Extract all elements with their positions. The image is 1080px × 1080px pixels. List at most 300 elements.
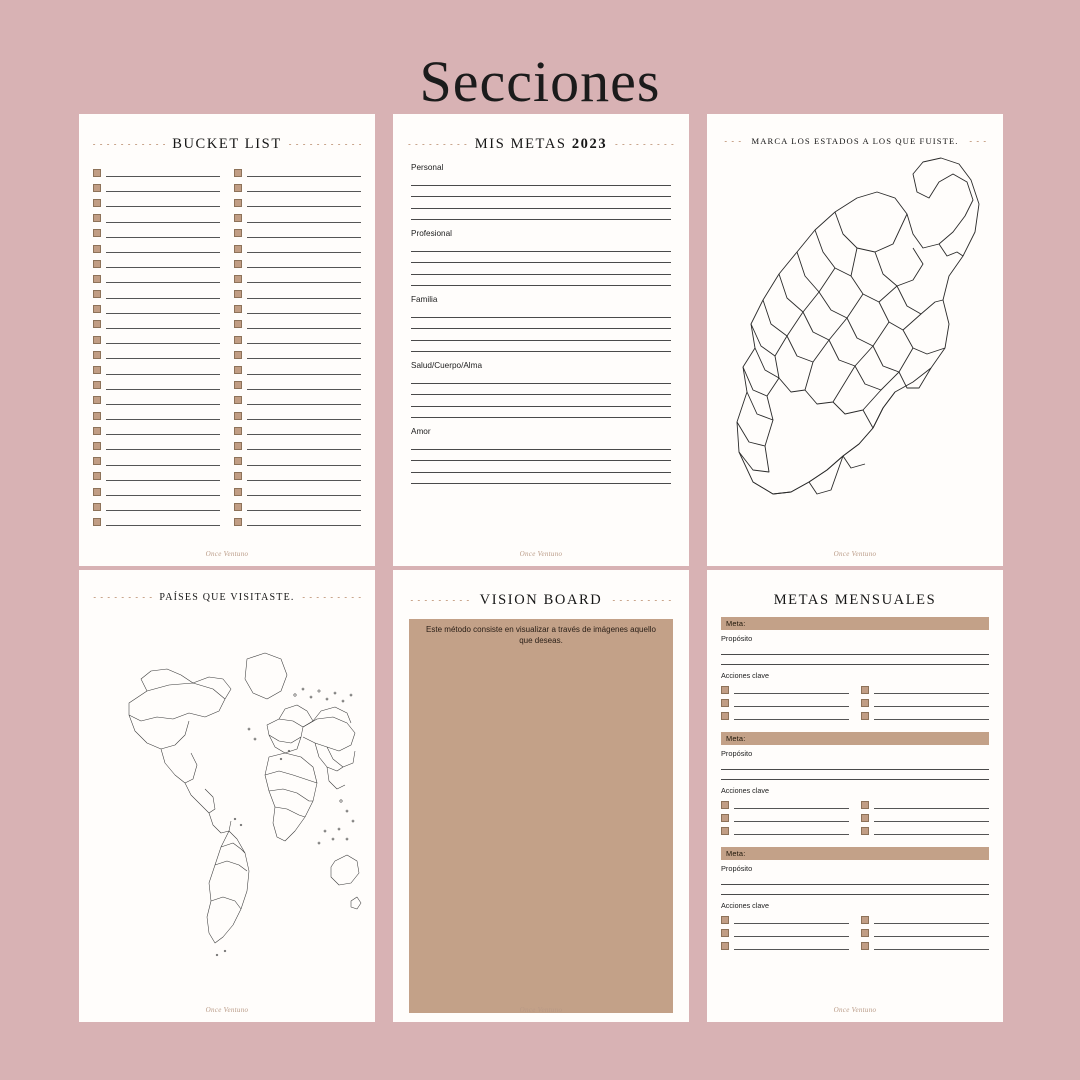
checkbox-icon[interactable] xyxy=(93,427,101,435)
bucket-list-item[interactable] xyxy=(93,195,220,210)
write-line[interactable] xyxy=(874,813,989,822)
bucket-list-item[interactable] xyxy=(234,180,361,195)
write-line[interactable] xyxy=(734,915,849,924)
write-line[interactable] xyxy=(411,438,671,450)
checkbox-icon[interactable] xyxy=(93,457,101,465)
bucket-list-item[interactable] xyxy=(234,241,361,256)
write-line[interactable] xyxy=(247,214,361,223)
dotted-rule-left xyxy=(407,144,468,145)
checkbox-icon[interactable] xyxy=(721,814,729,822)
brand-footer: Once Ventuno xyxy=(205,550,249,558)
write-line[interactable] xyxy=(247,381,361,390)
checkbox-icon[interactable] xyxy=(93,199,101,207)
sections-grid xyxy=(79,114,1003,1022)
vision-board-canvas[interactable] xyxy=(409,651,673,1013)
bucket-list-title: BUCKET LIST xyxy=(172,136,282,152)
checkbox-icon[interactable] xyxy=(234,184,242,192)
checkbox-icon[interactable] xyxy=(234,305,242,313)
acciones-column-right xyxy=(861,683,989,722)
accion-item[interactable] xyxy=(721,683,849,696)
checkbox-icon[interactable] xyxy=(234,457,242,465)
write-line[interactable] xyxy=(411,306,671,318)
write-line[interactable] xyxy=(247,198,361,207)
meta-group xyxy=(721,732,989,837)
write-line[interactable] xyxy=(106,411,220,420)
bucket-list-item[interactable] xyxy=(93,514,220,529)
write-line[interactable] xyxy=(411,174,671,186)
checkbox-icon[interactable] xyxy=(861,827,869,835)
write-line[interactable] xyxy=(106,259,220,268)
bucket-list-item[interactable] xyxy=(234,454,361,469)
acciones-clave-label: Acciones clave xyxy=(721,901,769,910)
checkbox-icon[interactable] xyxy=(234,214,242,222)
bucket-list-item[interactable] xyxy=(93,241,220,256)
brand-footer: Once Ventuno xyxy=(519,550,563,558)
checkbox-icon[interactable] xyxy=(234,412,242,420)
checkbox-icon[interactable] xyxy=(93,169,101,177)
checkbox-icon[interactable] xyxy=(234,320,242,328)
mis-metas-section xyxy=(411,427,671,484)
checkbox-icon[interactable] xyxy=(234,396,242,404)
accion-item[interactable] xyxy=(721,939,849,952)
mis-metas-section-label: Salud/Cuerpo/Alma xyxy=(411,361,482,370)
dotted-rule-right xyxy=(609,600,675,601)
accion-item[interactable] xyxy=(721,913,849,926)
write-line[interactable] xyxy=(247,320,361,329)
dotted-rule-right xyxy=(289,144,361,145)
write-line[interactable] xyxy=(106,335,220,344)
checkbox-icon[interactable] xyxy=(861,712,869,720)
checkbox-icon[interactable] xyxy=(721,916,729,924)
checkbox-icon[interactable] xyxy=(93,503,101,511)
write-line[interactable] xyxy=(247,259,361,268)
world-map-container xyxy=(79,603,375,973)
acciones-column-left xyxy=(721,798,849,837)
meta-group xyxy=(721,617,989,722)
checkbox-icon[interactable] xyxy=(234,472,242,480)
write-line[interactable] xyxy=(247,411,361,420)
acciones-column-left xyxy=(721,913,849,952)
meta-label-bar[interactable]: Meta: xyxy=(721,847,989,860)
write-line[interactable] xyxy=(247,441,361,450)
bucket-list-item[interactable] xyxy=(93,256,220,271)
checkbox-icon[interactable] xyxy=(234,427,242,435)
write-line[interactable] xyxy=(721,885,989,895)
checkbox-icon[interactable] xyxy=(93,518,101,526)
checkbox-icon[interactable] xyxy=(93,320,101,328)
checkbox-icon[interactable] xyxy=(93,245,101,253)
bucket-list-item[interactable] xyxy=(93,362,220,377)
checkbox-icon[interactable] xyxy=(721,929,729,937)
proposito-label: Propósito xyxy=(721,864,753,873)
write-line[interactable] xyxy=(106,290,220,299)
bucket-list-item[interactable] xyxy=(93,332,220,347)
write-line[interactable] xyxy=(106,426,220,435)
checkbox-icon[interactable] xyxy=(93,351,101,359)
mexico-states-outline-icon xyxy=(717,152,993,552)
bucket-list-item[interactable] xyxy=(234,423,361,438)
bucket-list-item[interactable] xyxy=(93,226,220,241)
write-line[interactable] xyxy=(247,335,361,344)
accion-item[interactable] xyxy=(861,939,989,952)
checkbox-icon[interactable] xyxy=(861,699,869,707)
write-line[interactable] xyxy=(106,502,220,511)
bucket-list-item[interactable] xyxy=(93,347,220,362)
bucket-list-column-right xyxy=(234,165,361,530)
mexico-map-container xyxy=(707,146,1003,552)
write-line[interactable] xyxy=(247,426,361,435)
write-line[interactable] xyxy=(721,655,989,665)
brand-footer: Once Ventuno xyxy=(205,1006,249,1014)
proposito-label: Propósito xyxy=(721,749,753,758)
checkbox-icon[interactable] xyxy=(93,336,101,344)
write-line[interactable] xyxy=(411,384,671,396)
bucket-list-item[interactable] xyxy=(93,469,220,484)
write-line[interactable] xyxy=(106,366,220,375)
write-line[interactable] xyxy=(411,318,671,330)
write-line[interactable] xyxy=(734,813,849,822)
write-line[interactable] xyxy=(411,407,671,419)
write-line[interactable] xyxy=(247,366,361,375)
accion-item[interactable] xyxy=(721,696,849,709)
accion-item[interactable] xyxy=(861,696,989,709)
write-line[interactable] xyxy=(721,770,989,780)
mis-metas-section xyxy=(411,361,671,418)
page-metas-mensuales xyxy=(707,570,1003,1022)
bucket-list-item[interactable] xyxy=(234,317,361,332)
paises-map-title: PAÍSES QUE VISITASTE. xyxy=(159,592,295,603)
checkbox-icon[interactable] xyxy=(93,305,101,313)
checkbox-icon[interactable] xyxy=(93,260,101,268)
bucket-list-item[interactable] xyxy=(234,165,361,180)
write-line[interactable] xyxy=(106,183,220,192)
checkbox-icon[interactable] xyxy=(234,169,242,177)
mis-metas-heading xyxy=(393,136,689,153)
bucket-list-item[interactable] xyxy=(234,287,361,302)
write-line[interactable] xyxy=(247,502,361,511)
write-line[interactable] xyxy=(411,186,671,198)
bucket-list-item[interactable] xyxy=(234,438,361,453)
checkbox-icon[interactable] xyxy=(721,942,729,950)
acciones-columns xyxy=(721,913,989,952)
write-line[interactable] xyxy=(106,350,220,359)
write-line[interactable] xyxy=(247,274,361,283)
checkbox-icon[interactable] xyxy=(93,396,101,404)
checkbox-icon[interactable] xyxy=(93,442,101,450)
page-mis-metas xyxy=(393,114,689,566)
bucket-list-item[interactable] xyxy=(93,454,220,469)
write-line[interactable] xyxy=(411,395,671,407)
page-bucket-list xyxy=(79,114,375,566)
checkbox-icon[interactable] xyxy=(234,488,242,496)
write-line[interactable] xyxy=(247,396,361,405)
checkbox-icon[interactable] xyxy=(234,336,242,344)
bucket-list-item[interactable] xyxy=(234,514,361,529)
metas-mensuales-heading xyxy=(707,592,1003,609)
bucket-list-item[interactable] xyxy=(93,499,220,514)
write-line[interactable] xyxy=(874,800,989,809)
checkbox-icon[interactable] xyxy=(234,199,242,207)
acciones-columns xyxy=(721,683,989,722)
write-line[interactable] xyxy=(411,461,671,473)
accion-item[interactable] xyxy=(861,811,989,824)
paises-map-heading xyxy=(79,592,375,603)
checkbox-icon[interactable] xyxy=(93,366,101,374)
meta-label-bar[interactable]: Meta: xyxy=(721,617,989,630)
bucket-list-item[interactable] xyxy=(93,180,220,195)
checkbox-icon[interactable] xyxy=(93,488,101,496)
bucket-list-item[interactable] xyxy=(93,302,220,317)
write-line[interactable] xyxy=(106,305,220,314)
write-line[interactable] xyxy=(874,826,989,835)
write-line[interactable] xyxy=(106,441,220,450)
accion-item[interactable] xyxy=(721,824,849,837)
accion-item[interactable] xyxy=(861,913,989,926)
dotted-rule-left xyxy=(721,141,744,142)
bucket-list-item[interactable] xyxy=(93,378,220,393)
bucket-list-item[interactable] xyxy=(234,499,361,514)
write-line[interactable] xyxy=(411,450,671,462)
write-line[interactable] xyxy=(106,487,220,496)
write-line[interactable] xyxy=(411,275,671,287)
checkbox-icon[interactable] xyxy=(234,229,242,237)
meta-label-bar[interactable]: Meta: xyxy=(721,732,989,745)
bucket-list-item[interactable] xyxy=(93,165,220,180)
write-line[interactable] xyxy=(247,290,361,299)
acciones-column-right xyxy=(861,913,989,952)
checkbox-icon[interactable] xyxy=(93,412,101,420)
dotted-rule-left xyxy=(93,144,165,145)
accion-item[interactable] xyxy=(861,709,989,722)
checkbox-icon[interactable] xyxy=(861,942,869,950)
bucket-list-heading xyxy=(79,136,375,153)
accion-item[interactable] xyxy=(861,798,989,811)
checkbox-icon[interactable] xyxy=(234,260,242,268)
acciones-clave-label: Acciones clave xyxy=(721,786,769,795)
checkbox-icon[interactable] xyxy=(861,801,869,809)
write-line[interactable] xyxy=(106,244,220,253)
checkbox-icon[interactable] xyxy=(861,916,869,924)
bucket-list-item[interactable] xyxy=(234,226,361,241)
write-line[interactable] xyxy=(247,229,361,238)
write-line[interactable] xyxy=(734,800,849,809)
mis-metas-section-label: Amor xyxy=(411,427,431,436)
write-line[interactable] xyxy=(106,517,220,526)
checkbox-icon[interactable] xyxy=(234,442,242,450)
accion-item[interactable] xyxy=(861,824,989,837)
vision-board-heading xyxy=(393,592,689,609)
write-line[interactable] xyxy=(734,711,849,720)
brand-footer: Once Ventuno xyxy=(833,1006,877,1014)
bucket-list-item[interactable] xyxy=(234,256,361,271)
checkbox-icon[interactable] xyxy=(861,814,869,822)
write-line[interactable] xyxy=(411,240,671,252)
write-line[interactable] xyxy=(247,472,361,481)
dotted-rule-right xyxy=(614,144,675,145)
mis-metas-year: 2023 xyxy=(571,136,608,152)
mis-metas-title-text: MIS METAS xyxy=(474,136,567,152)
write-line[interactable] xyxy=(247,168,361,177)
checkbox-icon[interactable] xyxy=(721,827,729,835)
write-line[interactable] xyxy=(874,698,989,707)
checkbox-icon[interactable] xyxy=(721,801,729,809)
checkbox-icon[interactable] xyxy=(234,381,242,389)
checkbox-icon[interactable] xyxy=(93,381,101,389)
write-line[interactable] xyxy=(721,875,989,885)
page-vision-board xyxy=(393,570,689,1022)
mis-metas-section-label: Profesional xyxy=(411,229,452,238)
write-line[interactable] xyxy=(411,372,671,384)
bucket-list-item[interactable] xyxy=(93,211,220,226)
write-line[interactable] xyxy=(411,329,671,341)
dotted-rule-right xyxy=(966,141,989,142)
write-line[interactable] xyxy=(734,685,849,694)
dotted-rule-right xyxy=(302,597,361,598)
write-line[interactable] xyxy=(247,457,361,466)
checkbox-icon[interactable] xyxy=(721,699,729,707)
write-line[interactable] xyxy=(106,274,220,283)
mis-metas-section xyxy=(411,295,671,352)
write-line[interactable] xyxy=(721,760,989,770)
checkbox-icon[interactable] xyxy=(93,275,101,283)
mis-metas-section xyxy=(411,229,671,286)
bucket-list-item[interactable] xyxy=(93,408,220,423)
checkbox-icon[interactable] xyxy=(234,245,242,253)
write-line[interactable] xyxy=(106,214,220,223)
accion-item[interactable] xyxy=(721,926,849,939)
write-line[interactable] xyxy=(411,209,671,221)
bucket-list-column-left xyxy=(93,165,220,530)
write-line[interactable] xyxy=(247,305,361,314)
write-line[interactable] xyxy=(411,197,671,209)
bucket-list-item[interactable] xyxy=(234,484,361,499)
checkbox-icon[interactable] xyxy=(93,229,101,237)
bucket-list-item[interactable] xyxy=(93,484,220,499)
checkbox-icon[interactable] xyxy=(93,214,101,222)
write-line[interactable] xyxy=(247,517,361,526)
write-line[interactable] xyxy=(106,457,220,466)
acciones-column-right xyxy=(861,798,989,837)
write-line[interactable] xyxy=(874,941,989,950)
world-countries-outline-icon xyxy=(89,633,365,973)
checkbox-icon[interactable] xyxy=(234,290,242,298)
write-line[interactable] xyxy=(874,711,989,720)
brand-footer: Once Ventuno xyxy=(833,550,877,558)
checkbox-icon[interactable] xyxy=(234,503,242,511)
write-line[interactable] xyxy=(106,229,220,238)
write-line[interactable] xyxy=(106,320,220,329)
write-line[interactable] xyxy=(247,487,361,496)
brand-footer: Once Ventuno xyxy=(519,1006,563,1014)
acciones-columns xyxy=(721,798,989,837)
checkbox-icon[interactable] xyxy=(234,275,242,283)
checkbox-icon[interactable] xyxy=(93,472,101,480)
dotted-rule-left xyxy=(93,597,152,598)
write-line[interactable] xyxy=(411,263,671,275)
bucket-list-item[interactable] xyxy=(234,393,361,408)
checkbox-icon[interactable] xyxy=(234,518,242,526)
metas-mensuales-title: METAS MENSUALES xyxy=(773,592,937,608)
checkbox-icon[interactable] xyxy=(861,686,869,694)
accion-item[interactable] xyxy=(721,709,849,722)
write-line[interactable] xyxy=(874,915,989,924)
accion-item[interactable] xyxy=(721,798,849,811)
bucket-list-item[interactable] xyxy=(93,438,220,453)
write-line[interactable] xyxy=(874,685,989,694)
acciones-clave-label: Acciones clave xyxy=(721,671,769,680)
checkbox-icon[interactable] xyxy=(93,290,101,298)
mis-metas-section-label: Familia xyxy=(411,295,438,304)
checkbox-icon[interactable] xyxy=(93,184,101,192)
bucket-list-item[interactable] xyxy=(234,469,361,484)
bucket-list-item[interactable] xyxy=(93,271,220,286)
write-line[interactable] xyxy=(106,396,220,405)
write-line[interactable] xyxy=(411,341,671,353)
accion-item[interactable] xyxy=(721,811,849,824)
write-line[interactable] xyxy=(247,183,361,192)
bucket-list-item[interactable] xyxy=(234,302,361,317)
bucket-list-item[interactable] xyxy=(234,195,361,210)
bucket-list-item[interactable] xyxy=(93,423,220,438)
write-line[interactable] xyxy=(411,252,671,264)
checkbox-icon[interactable] xyxy=(234,351,242,359)
page-paises-map xyxy=(79,570,375,1022)
mis-metas-section-label: Personal xyxy=(411,163,444,172)
checkbox-icon[interactable] xyxy=(861,929,869,937)
page-estados-map xyxy=(707,114,1003,566)
checkbox-icon[interactable] xyxy=(234,366,242,374)
write-line[interactable] xyxy=(411,473,671,485)
vision-board-title: VISION BOARD xyxy=(479,592,603,608)
write-line[interactable] xyxy=(734,928,849,937)
bucket-list-item[interactable] xyxy=(93,317,220,332)
bucket-list-item[interactable] xyxy=(234,378,361,393)
write-line[interactable] xyxy=(874,928,989,937)
vision-board-description: Este método consiste en visualizar a través de imágenes aquello que deseas. xyxy=(409,619,673,651)
bucket-list-item[interactable] xyxy=(234,347,361,362)
write-line[interactable] xyxy=(721,645,989,655)
bucket-list-item[interactable] xyxy=(234,271,361,286)
bucket-list-item[interactable] xyxy=(234,408,361,423)
meta-group xyxy=(721,847,989,952)
mis-metas-section xyxy=(411,163,671,220)
write-line[interactable] xyxy=(247,350,361,359)
write-line[interactable] xyxy=(106,168,220,177)
estados-map-heading xyxy=(707,136,1003,146)
accion-item[interactable] xyxy=(861,683,989,696)
write-line[interactable] xyxy=(106,472,220,481)
bucket-list-item[interactable] xyxy=(93,393,220,408)
checkbox-icon[interactable] xyxy=(721,686,729,694)
accion-item[interactable] xyxy=(861,926,989,939)
acciones-column-left xyxy=(721,683,849,722)
bucket-list-item[interactable] xyxy=(234,211,361,226)
metas-mensuales-body xyxy=(707,609,1003,952)
bucket-list-item[interactable] xyxy=(234,362,361,377)
write-line[interactable] xyxy=(106,198,220,207)
write-line[interactable] xyxy=(247,244,361,253)
dotted-rule-left xyxy=(407,600,473,601)
write-line[interactable] xyxy=(106,381,220,390)
bucket-list-item[interactable] xyxy=(234,332,361,347)
write-line[interactable] xyxy=(734,826,849,835)
write-line[interactable] xyxy=(734,941,849,950)
checkbox-icon[interactable] xyxy=(721,712,729,720)
estados-map-title: MARCA LOS ESTADOS A LOS QUE FUISTE. xyxy=(751,136,959,146)
bucket-list-columns xyxy=(79,153,375,530)
bucket-list-item[interactable] xyxy=(93,287,220,302)
write-line[interactable] xyxy=(734,698,849,707)
